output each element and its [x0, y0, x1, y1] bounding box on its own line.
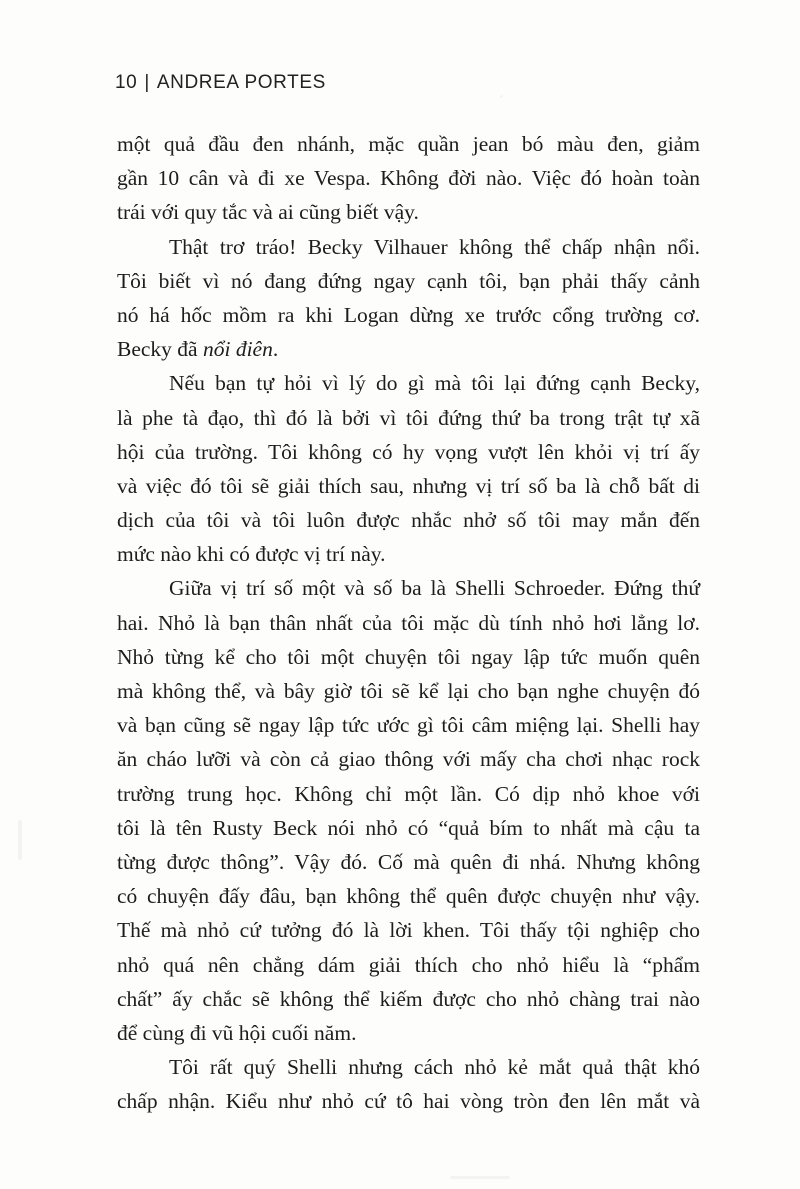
text-line: mức nào khi có được vị trí này. [117, 542, 386, 567]
text-line: chất” ấy chắc sẽ không thể kiếm được cho nhỏ chàng trai nào [117, 986, 700, 1011]
text-line: Tôi rất quý Shelli nhưng cách nhỏ kẻ mắt quả thật khó [169, 1055, 700, 1080]
text-line: trái với quy tắc và ai cũng biết vậy. [117, 200, 419, 225]
body-text [117, 127, 700, 1118]
text-line [117, 332, 700, 366]
emphasis-text: nổi điên [202, 337, 273, 362]
text-run: Becky đã [117, 337, 203, 362]
text-line: mà không thể, và bây giờ tôi sẽ kể lại cho bạn nghe chuyện đó [117, 679, 700, 703]
text-line: hai. Nhỏ là bạn thân nhất của tôi mặc dù tính nhỏ hơi lẳng lơ. [117, 610, 700, 635]
text-line: Thật trơ tráo! Becky Vilhauer không thể chấp nhận nổi. [169, 234, 700, 259]
text-line: Thế mà nhỏ cứ tưởng đó là lời khen. Tôi thấy tội nghiệp cho [117, 918, 700, 943]
text-line: Nhỏ từng kể cho tôi một chuyện tôi ngay lập tức muốn quên [117, 644, 700, 669]
text-line: trường trung học. Không chỉ một lần. Có dịp nhỏ khoe với [117, 781, 700, 806]
running-head [115, 72, 326, 94]
text-line: để cùng đi vũ hội cuối năm. [117, 1020, 357, 1045]
text-line: gần 10 cân và đi xe Vespa. Không đời nào. Việc đó hoàn toàn [117, 166, 700, 191]
text-line: và việc đó tôi sẽ giải thích sau, nhưng vị trí số ba là chỗ bất di [117, 473, 700, 498]
text-line: chấp nhận. Kiểu như nhỏ cứ tô hai vòng tròn đen lên mắt và [117, 1089, 700, 1114]
page-number: 10 [115, 72, 138, 93]
paper-scuff [18, 820, 22, 860]
text-line: Giữa vị trí số một và số ba là Shelli Schroeder. Đứng thứ [169, 576, 700, 601]
text-line: từng được thông”. Vậy đó. Cố mà quên đi nhá. Nhưng không [117, 849, 700, 874]
text-line: ăn cháo lưỡi và còn cả giao thông với mấy cha chơi nhạc rock [117, 747, 700, 772]
text-line: một quả đầu đen nhánh, mặc quần jean bó màu đen, giảm [117, 132, 700, 156]
text-line: tôi là tên Rusty Beck nói nhỏ có “quả bím to nhất mà cậu ta [117, 815, 700, 840]
running-head-separator: | [144, 72, 150, 93]
text-line: hội của trường. Tôi không có hy vọng vượt lên khỏi vị trí ấy [117, 439, 700, 464]
text-line: Nếu bạn tự hỏi vì lý do gì mà tôi lại đứng cạnh Becky, [169, 371, 700, 396]
text-line: dịch của tôi và tôi luôn được nhắc nhở số tôi may mắn đến [117, 508, 700, 533]
text-line: là phe tà đạo, thì đó là bởi vì tôi đứng thứ ba trong trật tự xã [117, 405, 700, 430]
running-head-author: ANDREA PORTES [156, 72, 326, 93]
paper-scuff [500, 95, 503, 98]
text-line: nhỏ quá nên chẳng dám giải thích cho nhỏ hiểu là “phẩm [117, 952, 700, 977]
paper-scuff [450, 1176, 510, 1179]
text-line: nó há hốc mồm ra khi Logan dừng xe trước cổng trường cơ. [117, 302, 700, 327]
text-line: có chuyện đấy đâu, bạn không thể quên được chuyện như vậy. [117, 884, 700, 909]
text-line: và bạn cũng sẽ ngay lập tức ước gì tôi câm miệng lại. Shelli hay [117, 713, 700, 738]
text-run: . [272, 337, 279, 362]
text-line: Tôi biết vì nó đang đứng ngay cạnh tôi, bạn phải thấy cảnh [117, 268, 700, 293]
